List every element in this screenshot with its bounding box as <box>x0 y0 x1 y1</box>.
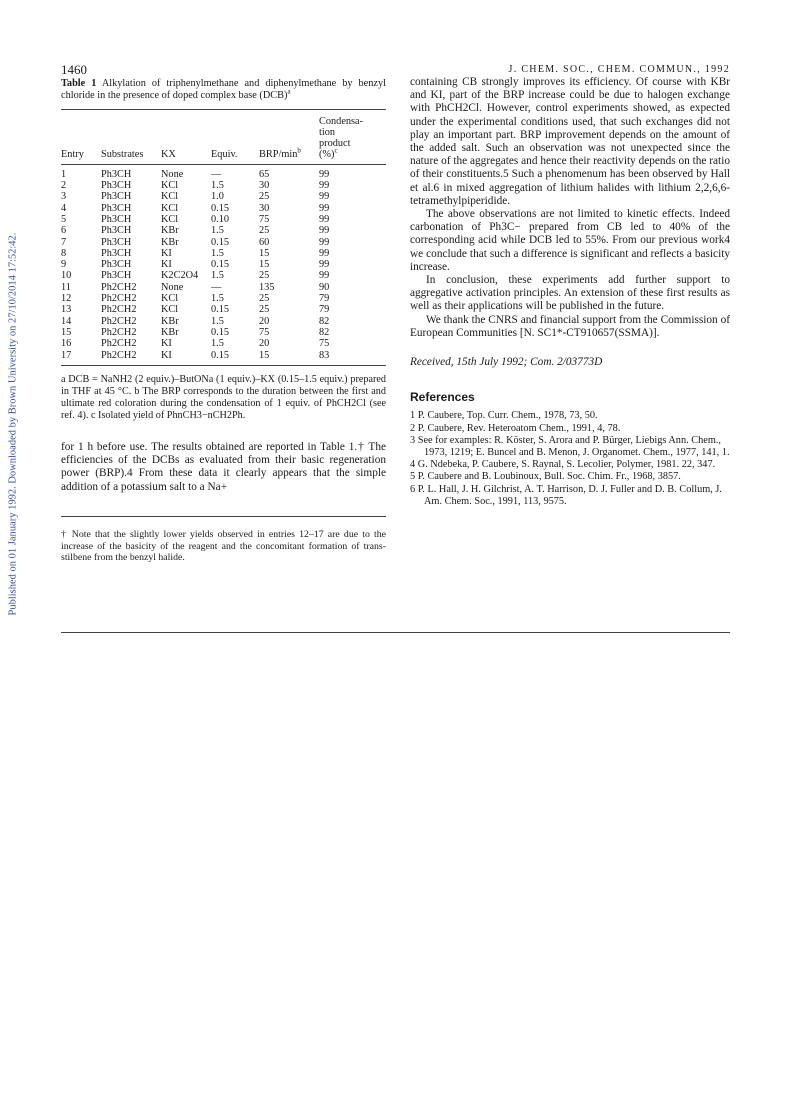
cell-equiv: 1.5 <box>211 247 224 259</box>
cell-substrate: Ph2CH2 <box>101 281 137 293</box>
dagger-footnote: † Note that the slightly lower yields observed in entries 12–17 are due to the increase of the basicity of the reagent and the concomitant formation of trans-stilbene from the benzyl halide. <box>61 528 386 564</box>
cell-product: 99 <box>319 259 330 271</box>
cell-brp: 15 <box>259 349 270 361</box>
cell-entry: 8 <box>61 247 67 259</box>
table-row <box>61 282 386 293</box>
cell-product: 83 <box>319 349 330 361</box>
cell-product: 79 <box>319 304 330 316</box>
cell-substrate: Ph3CH <box>101 213 132 225</box>
cell-product: 99 <box>319 213 330 225</box>
cell-product: 99 <box>319 270 330 282</box>
cell-product: 99 <box>319 180 330 192</box>
cell-brp: 15 <box>259 259 270 271</box>
acknowledgement-paragraph: We thank the CNRS and financial support from the Commission of European Communities [N. SC1*-CT910657(SSMA)]. <box>410 313 730 339</box>
cell-substrate: Ph3CH <box>101 259 132 271</box>
table-label: Table 1 <box>61 78 97 89</box>
cell-kx: KBr <box>161 236 179 248</box>
page-number: 1460 <box>61 62 87 77</box>
table-row <box>61 225 386 236</box>
cell-equiv: 1.5 <box>211 338 224 350</box>
brp-footnote-mark: b <box>297 147 301 156</box>
col-header-product <box>319 110 386 164</box>
cell-kx: KI <box>161 247 172 259</box>
reference-item: 2 P. Caubere, Rev. Heteroatom Chem., 1991, 4, 78. <box>410 422 621 434</box>
body-paragraph-1: containing CB strongly improves its efficiency. Of course with KBr and KI, part of the BRP increase could be due to halogen exchange with PhCH2Cl. However, control experiments showed, as expected under the experimental conditions used, that such exchanges did not play an important part. BRP improvement depends on the amount of the added salt. Such an observation was not unexpected since the nature of the aggregates and hence their reactivity depends on the ratio of their constituents.5 Such a phenomenum has been observed by Hall et al.6 in mixed aggregation of lithium halides with lithium 2,2,6,6-tetramethylpiperidide. <box>410 76 730 207</box>
cell-substrate: Ph3CH <box>101 191 132 203</box>
cell-equiv: 1.5 <box>211 225 224 237</box>
cell-product: 99 <box>319 191 330 203</box>
cell-product: 99 <box>319 168 330 180</box>
reference-item: 4 G. Ndebeka, P. Caubere, S. Raynal, S. Lecolier, Polymer, 1981. 22, 347. <box>410 459 716 471</box>
cell-substrate: Ph2CH2 <box>101 326 137 338</box>
col-header-equiv: Equiv. <box>211 149 238 161</box>
cell-substrate: Ph3CH <box>101 270 132 282</box>
product-footnote-mark: c <box>334 147 338 156</box>
table-body <box>61 165 386 361</box>
col-header-kx: KX <box>161 149 176 161</box>
cell-brp: 25 <box>259 304 270 316</box>
col-header-entry: Entry <box>61 149 84 161</box>
cell-entry: 17 <box>61 349 72 361</box>
cell-substrate: Ph3CH <box>101 202 132 214</box>
cell-kx: KBr <box>161 315 179 327</box>
table-row <box>61 327 386 338</box>
cell-kx: KCl <box>161 213 179 225</box>
reference-item: 3 See for examples: R. Köster, S. Arora and P. Bürger, Liebigs Ann. Chem., 1973, 1219; E. Buncel and B. Menon, J. Organomet. Chem., 1977, 141, 1. <box>410 434 730 459</box>
cell-brp: 60 <box>259 236 270 248</box>
cell-equiv: 0.15 <box>211 349 230 361</box>
brp-header-text: BRP/min <box>259 149 298 161</box>
cell-brp: 20 <box>259 338 270 350</box>
cell-entry: 1 <box>61 168 67 180</box>
cell-substrate: Ph3CH <box>101 236 132 248</box>
reference-list <box>410 410 730 508</box>
cell-entry: 6 <box>61 225 67 237</box>
product-header-l1: Condensa- <box>319 115 364 127</box>
cell-substrate: Ph3CH <box>101 225 132 237</box>
cell-substrate: Ph2CH2 <box>101 349 137 361</box>
cell-entry: 15 <box>61 326 72 338</box>
cell-entry: 11 <box>61 281 71 293</box>
cell-equiv: — <box>211 168 222 180</box>
alkylation-table <box>61 110 386 361</box>
cell-entry: 5 <box>61 213 67 225</box>
cell-substrate: Ph2CH2 <box>101 338 137 350</box>
cell-kx: KCl <box>161 293 179 305</box>
cell-equiv: 0.15 <box>211 236 230 248</box>
cell-product: 99 <box>319 202 330 214</box>
cell-kx: KBr <box>161 225 179 237</box>
table-footnote: a DCB = NaNH2 (2 equiv.)–ButONa (1 equiv.)–KX (0.15–1.5 equiv.) prepared in THF at 45 °C. b The BRP corresponds to the duration between the first and ultimate red coloration during the condensation of 1 equiv. of PhCH2Cl (see ref. 4). c Isolated yield of PhnCH3−nCH2Ph. <box>61 373 386 422</box>
cell-product: 82 <box>319 326 330 338</box>
cell-substrate: Ph3CH <box>101 247 132 259</box>
cell-entry: 3 <box>61 191 67 203</box>
cell-entry: 14 <box>61 315 72 327</box>
table-row <box>61 165 386 180</box>
cell-brp: 30 <box>259 180 270 192</box>
table-row <box>61 293 386 304</box>
cell-equiv: 1.5 <box>211 293 224 305</box>
table-row <box>61 350 386 361</box>
cell-equiv: 1.0 <box>211 191 224 203</box>
table-row <box>61 248 386 259</box>
right-column <box>410 76 730 508</box>
cell-brp: 20 <box>259 315 270 327</box>
cell-kx: KCl <box>161 191 179 203</box>
left-column <box>61 78 386 564</box>
table-row <box>61 259 386 270</box>
cell-brp: 75 <box>259 213 270 225</box>
table-row <box>61 338 386 349</box>
reference-item: 6 P. L. Hall, J. H. Gilchrist, A. T. Harrison, D. J. Fuller and D. B. Collum, J. Am. Chem. Soc., 1991, 113, 9575. <box>410 483 722 507</box>
cell-equiv: 0.15 <box>211 259 230 271</box>
cell-substrate: Ph2CH2 <box>101 315 137 327</box>
caption-footnote-mark: a <box>287 87 291 96</box>
table-row <box>61 203 386 214</box>
table-row <box>61 270 386 281</box>
reference-item: 1 P. Caubere, Top. Curr. Chem., 1978, 73, 50. <box>410 410 598 422</box>
left-body-text: for 1 h before use. The results obtained are reported in Table 1.† The efficiencies of the DCBs as evaluated from their basic regeneration power (BRP).4 From these data it clearly appears that the simple addition of a potassium salt to a Na+ <box>61 440 386 493</box>
cell-equiv: 1.5 <box>211 315 224 327</box>
cell-product: 99 <box>319 225 330 237</box>
cell-equiv: 1.5 <box>211 180 224 192</box>
cell-substrate: Ph2CH2 <box>101 304 137 316</box>
cell-entry: 10 <box>61 270 72 282</box>
cell-equiv: 0.15 <box>211 304 230 316</box>
cell-kx: KI <box>161 259 172 271</box>
cell-brp: 135 <box>259 281 275 293</box>
table-row <box>61 191 386 202</box>
cell-substrate: Ph3CH <box>101 168 132 180</box>
table-row <box>61 214 386 225</box>
cell-product: 99 <box>319 247 330 259</box>
references-heading: References <box>410 390 475 405</box>
received-line: Received, 15th July 1992; Com. 2/03773D <box>410 356 603 369</box>
cell-substrate: Ph2CH2 <box>101 293 137 305</box>
table-row <box>61 180 386 191</box>
cell-brp: 25 <box>259 293 270 305</box>
cell-brp: 30 <box>259 202 270 214</box>
cell-entry: 13 <box>61 304 72 316</box>
body-paragraph-2: The above observations are not limited to kinetic effects. Indeed carbonation of Ph3C− prepared from CB led to 40% of the corresponding acid while DCB led to 55%. From our previous work4 we conclude that such a difference is significant and reflects a basicity increase. <box>410 208 730 273</box>
cell-substrate: Ph3CH <box>101 180 132 192</box>
cell-product: 82 <box>319 315 330 327</box>
cell-entry: 4 <box>61 202 67 214</box>
cell-kx: KCl <box>161 180 179 192</box>
col-header-brp <box>259 110 319 164</box>
body-paragraph-3: In conclusion, these experiments add further support to aggregative activation principles. An extension of these first results as well as their applications will be published in the future. <box>410 274 730 313</box>
cell-entry: 16 <box>61 338 72 350</box>
cell-kx: KCl <box>161 202 179 214</box>
cell-brp: 25 <box>259 270 270 282</box>
cell-kx: KCl <box>161 304 179 316</box>
cell-entry: 2 <box>61 180 67 192</box>
table-row <box>61 237 386 248</box>
cell-equiv: 0.15 <box>211 202 230 214</box>
table-caption-text: Alkylation of triphenylmethane and diphenylmethane by benzyl chloride in the presence of doped complex base (DCB) <box>61 78 386 102</box>
product-header-l2: tion <box>319 126 336 138</box>
cell-equiv: — <box>211 281 222 293</box>
table-bottom-rule <box>61 365 386 366</box>
cell-brp: 25 <box>259 225 270 237</box>
reference-item: 5 P. Caubere and B. Loubinoux, Bull. Soc. Chim. Fr., 1968, 3857. <box>410 471 681 483</box>
table-caption <box>61 78 386 103</box>
table-row <box>61 304 386 315</box>
cell-brp: 15 <box>259 247 270 259</box>
page-bottom-rule <box>61 632 730 633</box>
cell-entry: 7 <box>61 236 67 248</box>
cell-equiv: 0.10 <box>211 213 230 225</box>
cell-brp: 25 <box>259 191 270 203</box>
table-row <box>61 316 386 327</box>
product-header-l3: product <box>319 138 351 150</box>
cell-brp: 75 <box>259 326 270 338</box>
cell-product: 75 <box>319 338 330 350</box>
cell-entry: 12 <box>61 293 72 305</box>
cell-brp: 65 <box>259 168 270 180</box>
cell-kx: K2C2O4 <box>161 270 199 282</box>
cell-product: 79 <box>319 293 330 305</box>
journal-header: J. CHEM. SOC., CHEM. COMMUN., 1992 <box>508 64 730 75</box>
cell-kx: KI <box>161 349 172 361</box>
footnote-rule <box>61 516 386 517</box>
cell-kx: KBr <box>161 326 179 338</box>
cell-entry: 9 <box>61 259 67 271</box>
col-header-substrates: Substrates <box>101 149 144 161</box>
cell-kx: None <box>161 281 184 293</box>
cell-equiv: 0.15 <box>211 326 230 338</box>
cell-kx: None <box>161 168 184 180</box>
cell-product: 90 <box>319 281 330 293</box>
product-header-l4: (%)$^c$ <box>319 147 338 161</box>
cell-product: 99 <box>319 236 330 248</box>
publication-sidebar-link[interactable]: Published on 01 January 1992. Downloaded by Brown University on 27/10/2014 17:52:42. <box>7 232 19 616</box>
cell-equiv: 1.5 <box>211 270 224 282</box>
cell-kx: KI <box>161 338 172 350</box>
